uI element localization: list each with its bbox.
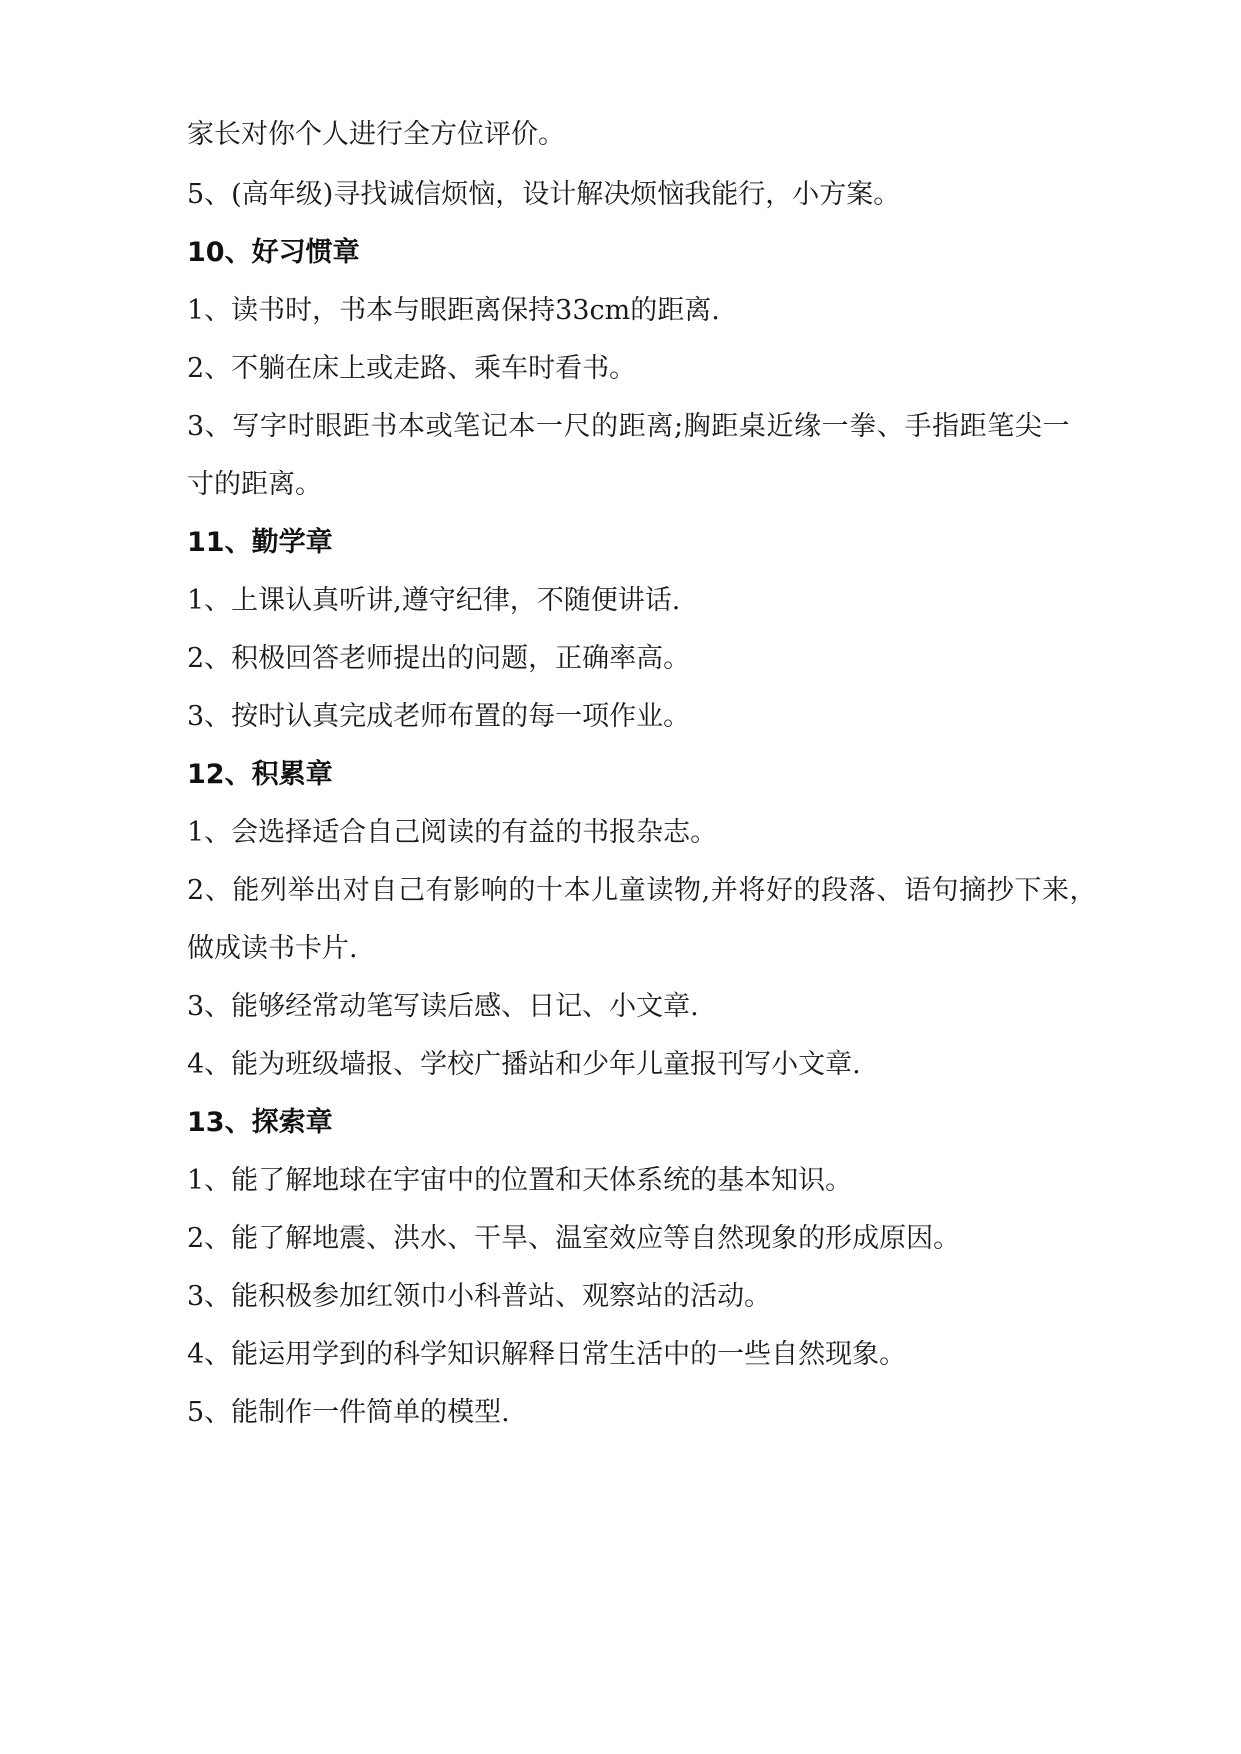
list-item: 3、能积极参加红领巾小科普站、观察站的活动。	[187, 1281, 772, 1312]
section-heading: 11、勤学章	[187, 527, 333, 558]
list-item: 3、能够经常动笔写读后感、日记、小文章.	[187, 991, 699, 1022]
list-item: 5、能制作一件简单的模型.	[187, 1397, 510, 1428]
list-item: 2、积极回答老师提出的问题，正确率高。	[187, 643, 691, 674]
list-item: 5、(高年级)寻找诚信烦恼，设计解决烦恼我能行，小方案。	[187, 179, 901, 210]
list-item: 1、上课认真听讲,遵守纪律，不随便讲话.	[187, 585, 681, 616]
section-heading: 13、探索章	[187, 1107, 333, 1138]
list-item: 2、不躺在床上或走路、乘车时看书。	[187, 353, 637, 384]
list-item: 2、能了解地震、洪水、干旱、温室效应等自然现象的形成原因。	[187, 1223, 961, 1254]
list-item: 4、能运用学到的科学知识解释日常生活中的一些自然现象。	[187, 1339, 907, 1370]
list-item: 3、写字时眼距书本或笔记本一尺的距离;胸距桌近缘一拳、手指距笔尖一	[187, 411, 1071, 442]
list-item: 1、能了解地球在宇宙中的位置和天体系统的基本知识。	[187, 1165, 853, 1196]
list-item: 2、能列举出对自己有影响的十本儿童读物,并将好的段落、语句摘抄下来，	[187, 875, 1098, 906]
paragraph-line: 家长对你个人进行全方位评价。	[187, 119, 565, 150]
section-heading: 10、好习惯章	[187, 237, 360, 268]
list-item: 3、按时认真完成老师布置的每一项作业。	[187, 701, 691, 732]
list-item: 4、能为班级墙报、学校广播站和少年儿童报刊写小文章.	[187, 1049, 861, 1080]
paragraph-line: 寸的距离。	[187, 469, 322, 500]
list-item: 1、读书时，书本与眼距离保持33cm的距离.	[187, 295, 720, 326]
paragraph-line: 做成读书卡片.	[187, 933, 358, 964]
section-heading: 12、积累章	[187, 759, 333, 790]
list-item: 1、会选择适合自己阅读的有益的书报杂志。	[187, 817, 718, 848]
